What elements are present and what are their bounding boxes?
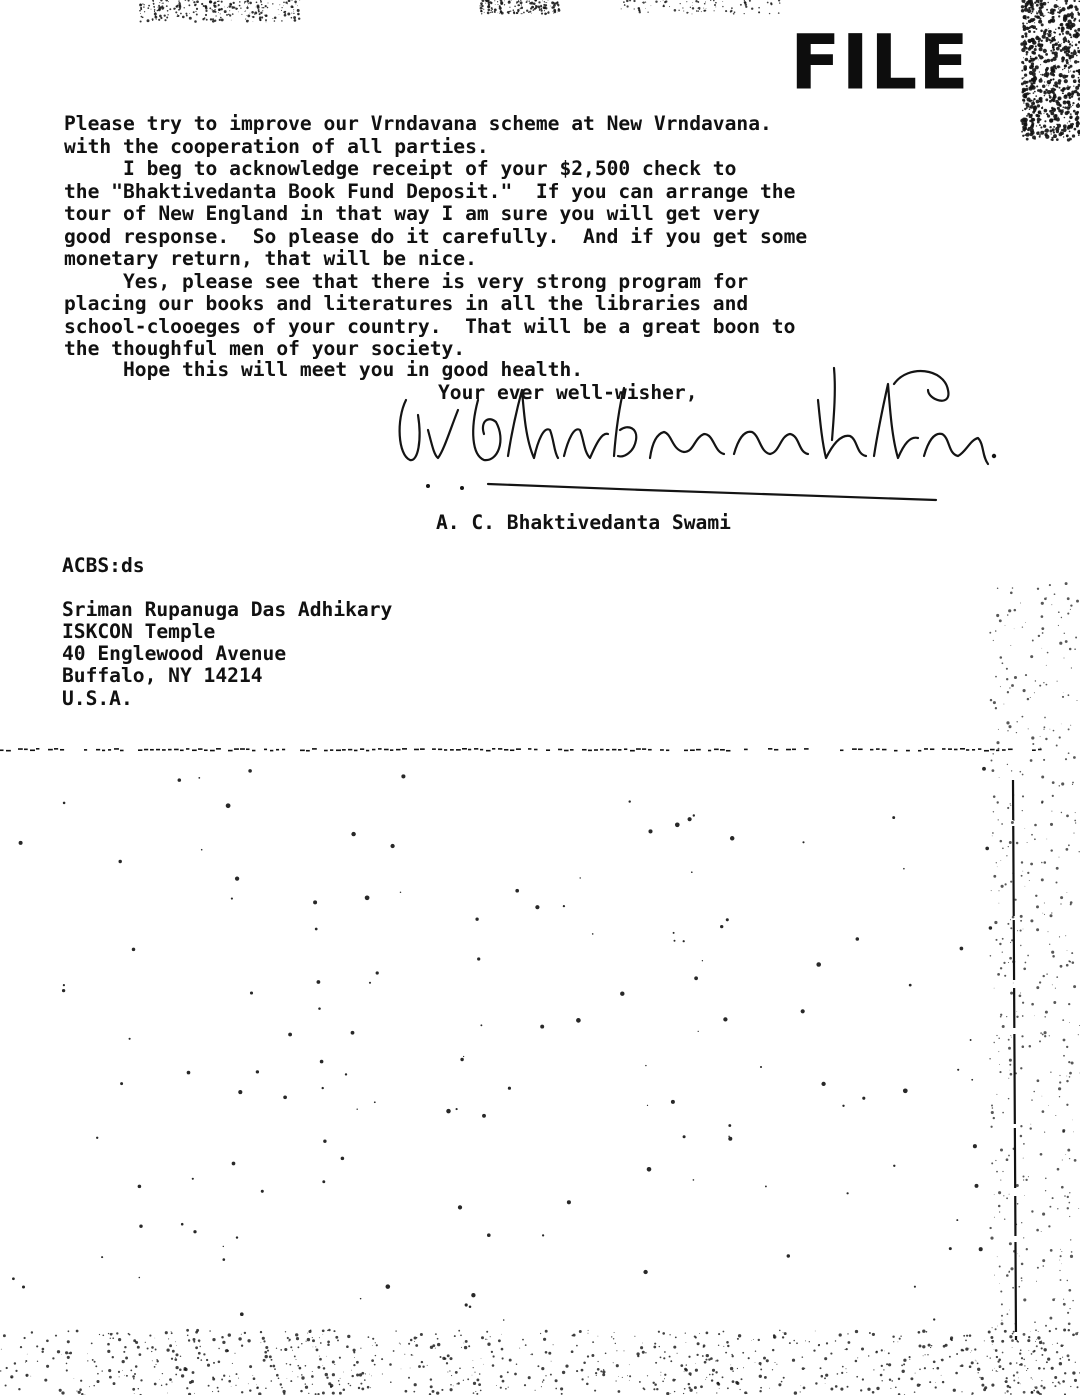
body-line: monetary return, that will be nice. xyxy=(64,247,477,270)
file-stamp: FILE xyxy=(790,19,970,107)
address-line: 40 Englewood Avenue xyxy=(62,642,287,665)
body-line: the "Bhaktivedanta Book Fund Deposit." If you can arrange the xyxy=(64,180,796,203)
body-line: school-clooeges of your country. That will be a great boon to xyxy=(64,315,796,338)
handwritten-signature xyxy=(388,360,1028,510)
address-line: Buffalo, NY 14214 xyxy=(62,664,263,687)
body-line: the thoughful men of your society. xyxy=(64,337,466,360)
body-line: I beg to acknowledge receipt of your $2,500 check to xyxy=(64,157,737,180)
closing-line: Your ever well-wisher, xyxy=(438,381,698,404)
body-line: Yes, please see that there is very strong program for xyxy=(64,270,749,293)
body-line: tour of New England in that way I am sure you will get very xyxy=(64,202,760,225)
address-line: U.S.A. xyxy=(62,687,133,710)
initials-line: ACBS:ds xyxy=(62,554,145,577)
body-line: with the cooperation of all parties. xyxy=(64,135,489,158)
address-line: ISKCON Temple xyxy=(62,620,216,643)
body-line: Please try to improve our Vrndavana scheme at New Vrndavana. xyxy=(64,112,772,135)
body-line: placing our books and literatures in all the libraries and xyxy=(64,292,749,315)
body-line: Hope this will meet you in good health. xyxy=(64,358,584,381)
address-line: Sriman Rupanuga Das Adhikary xyxy=(62,598,393,621)
body-line: good response. So please do it carefully. And if you get some xyxy=(64,225,808,248)
signatory-name: A. C. Bhaktivedanta Swami xyxy=(436,511,731,534)
